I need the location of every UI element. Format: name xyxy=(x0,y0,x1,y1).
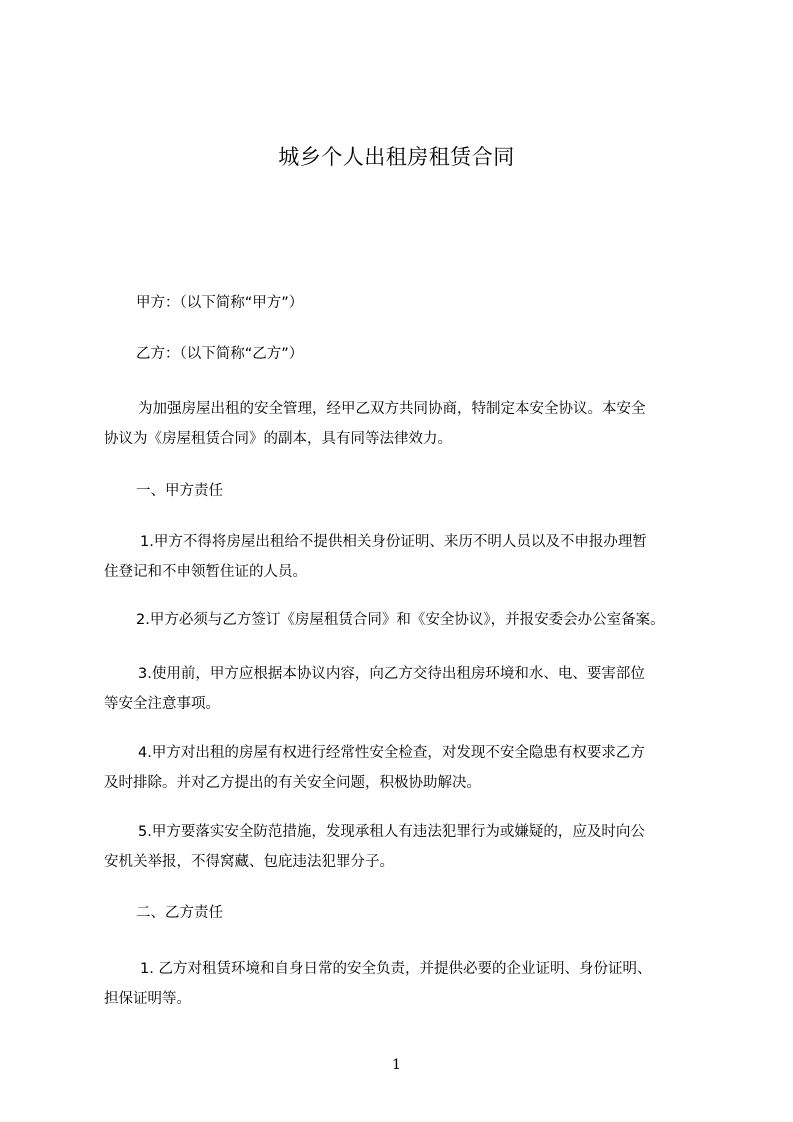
clause-b1-line-2: 担保证明等。 xyxy=(104,991,191,1007)
section1-heading-text: 一、甲方责任 xyxy=(136,483,223,499)
clause-a3-line-1: 3.使用前，甲方应根据本协议内容，向乙方交待出租房环境和水、电、要害部位 xyxy=(138,666,645,682)
party-a-clause-2 xyxy=(104,605,724,635)
clause-a5-line-2: 安机关举报，不得窝藏、包庇违法犯罪分子。 xyxy=(104,854,394,870)
clause-a5-line-1: 5.甲方要落实安全防范措施，发现承租人有违法犯罪行为或嫌疑的，应及时向公 xyxy=(138,824,645,840)
party-a-line xyxy=(104,288,724,318)
intro-line-1: 为加强房屋出租的安全管理，经甲乙双方共同协商，特制定本安全协议。本安全 xyxy=(138,401,646,417)
clause-a4-line-2: 及时排除。并对乙方提出的有关安全问题，积极协助解决。 xyxy=(104,775,481,791)
clause-b1-line-1: 1. 乙方对租赁环境和自身日常的安全负责，并提供必要的企业证明、身份证明、 xyxy=(140,961,652,977)
document-title: 城乡个人出租房租赁合同 xyxy=(278,145,515,169)
clause-a1-line-2: 住登记和不申领暂住证的人员。 xyxy=(104,564,307,580)
intro-line-2: 协议为《房屋租赁合同》的副本，具有同等法律效力。 xyxy=(104,431,452,447)
clause-a2-line-1: 2.甲方必须与乙方签订《房屋租赁合同》和《安全协议》，并报安委会办公室备案。 xyxy=(136,612,665,628)
section-heading-party-a xyxy=(104,476,724,506)
party-a-text: 甲方：（以下简称“甲方”） xyxy=(136,295,304,311)
party-a-clause-3 xyxy=(104,659,724,719)
party-b-clause-1 xyxy=(104,954,724,1014)
section-heading-party-b xyxy=(104,898,724,928)
section2-heading-text: 二、乙方责任 xyxy=(136,905,223,921)
intro-paragraph xyxy=(104,394,724,454)
party-a-clause-5 xyxy=(104,817,724,877)
clause-a4-line-1: 4.甲方对出租的房屋有权进行经常性安全检查，对发现不安全隐患有权要求乙方 xyxy=(138,745,645,761)
page-number: 1 xyxy=(392,1057,401,1073)
clause-a1-line-1: 1.甲方不得将房屋出租给不提供相关身份证明、来历不明人员以及不申报办理暂 xyxy=(140,534,647,550)
party-b-line xyxy=(104,339,724,369)
party-a-clause-1 xyxy=(104,527,724,587)
clause-a3-line-2: 等安全注意事项。 xyxy=(104,696,220,712)
party-b-text: 乙方：（以下简称“乙方”） xyxy=(136,346,304,362)
party-a-clause-4 xyxy=(104,738,724,798)
